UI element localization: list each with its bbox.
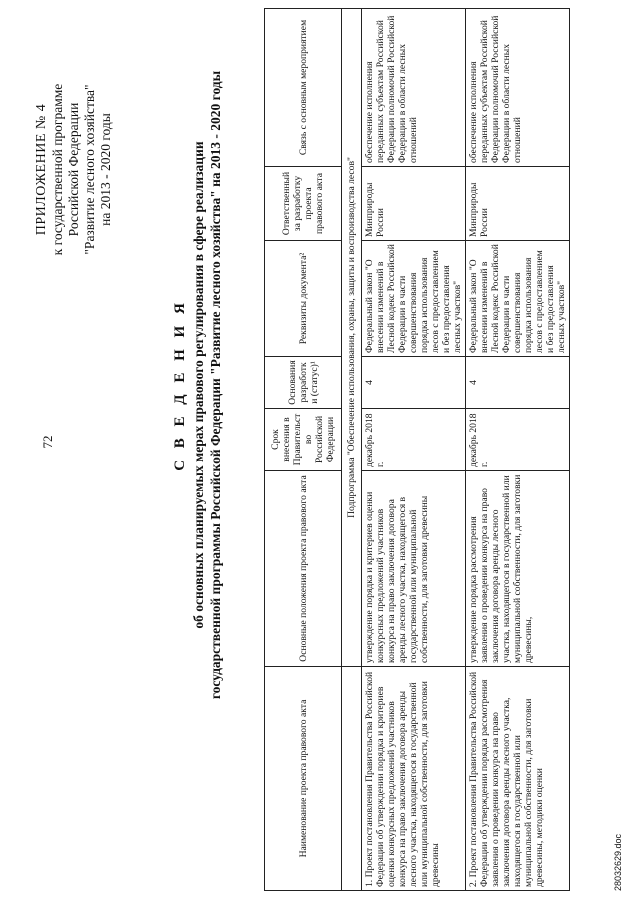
appendix-line: Российской Федерации: [66, 102, 81, 237]
cell-details: Федеральный закон "О внесении изменений в Лесной кодекс Российской Федерации в части совершенствования порядка использования лесов с предоставлением и без предоставления лесных участков": [362, 241, 466, 357]
cell-name: 1. Проект постановления Правительства Российской Федерации об утверждении порядка и критериев оценки конкурсных предложений участников конкурса на право заключения договора аренды лесного участка, находящегося в государственной или муниципальной собственности, для заготовки древесины: [362, 667, 466, 891]
heading-title: С В Е Д Е Н И Я: [172, 299, 188, 471]
cell-deadline: декабрь 2018 г.: [466, 409, 570, 471]
table-row: [466, 9, 570, 891]
cell-responsible: Минприроды России: [362, 167, 466, 241]
cell-provisions: утверждение порядка и критериев оценки конкурсных предложений участников конкурса на право заключения договора аренды лесного участка, находящегося в государственной или муниципальной собственности, для заготовки древесины: [362, 471, 466, 667]
header-provisions: Основные положения проекта правового акта: [265, 471, 342, 667]
document-heading: [170, 25, 224, 745]
heading-subtitle: об основных планируемых мерах правового регулирования в сфере реализации: [191, 141, 206, 629]
cell-link: обеспечение исполнения переданных субъектам Российской Федерации полномочий Российской Федерации в области лесных отношений: [362, 9, 466, 167]
heading-subtitle: государственной программы Российской Федерации "Развитие лесного хозяйства" на 2013 - 2020 годы: [208, 70, 223, 700]
header-details: Реквизиты документа²: [265, 241, 342, 357]
footer-filename: 28032629.doc: [613, 833, 623, 891]
subprogram-row: [342, 9, 362, 891]
header-deadline: Срок внесения в Правительство Российской Федерации: [265, 409, 342, 471]
header-responsible: Ответственный за разработку проекта правового акта: [265, 167, 342, 241]
cell-responsible: Минприроды России: [466, 167, 570, 241]
appendix-line: "Развитие лесного хозяйства": [82, 84, 97, 255]
cell-deadline: декабрь 2018 г.: [362, 409, 466, 471]
cell-name: 2. Проект постановления Правительства Российской Федерации об утверждении порядка рассмотрения заявления о проведении конкурса на право заключения договора аренды лесного участка, находящегося в государственной или муниципальной собственности, для заготовки древесины, методики оценки: [466, 667, 570, 891]
table-row: [362, 9, 466, 891]
subprogram-title: Подпрограмма "Обеспечение использования, охраны, защиты и воспроизводства лесов": [342, 9, 362, 667]
cell-basis: 4: [466, 357, 570, 409]
appendix-block: [34, 42, 114, 297]
cell-provisions: утверждение порядка рассмотрения заявления о проведении конкурса на право заключения договора аренды лесного участка, находящегося в государственной или муниципальной собственности, для заготовки древесины,: [466, 471, 570, 667]
appendix-line: на 2013 - 2020 годы: [98, 113, 113, 226]
appendix-line: к государственной программе: [50, 83, 65, 256]
measures-table: [264, 8, 570, 891]
table-header-row: [265, 9, 342, 891]
cell-details: Федеральный закон "О внесении изменений в Лесной кодекс Российской Федерации в части совершенствования порядка использования лесов с предоставлением и без предоставления лесных участков": [466, 241, 570, 357]
header-name: Наименование проекта правового акта: [265, 667, 342, 891]
appendix-title: ПРИЛОЖЕНИЕ № 4: [34, 103, 49, 236]
cell-link: обеспечение исполнения переданных субъектам Российской Федерации полномочий Российской Федерации в области лесных отношений: [466, 9, 570, 167]
cell-basis: 4: [362, 357, 466, 409]
header-link: Связь с основным мероприятием: [265, 9, 342, 167]
header-basis: Основания разработки (статус)¹: [265, 357, 342, 409]
page-number: 72: [40, 435, 55, 449]
